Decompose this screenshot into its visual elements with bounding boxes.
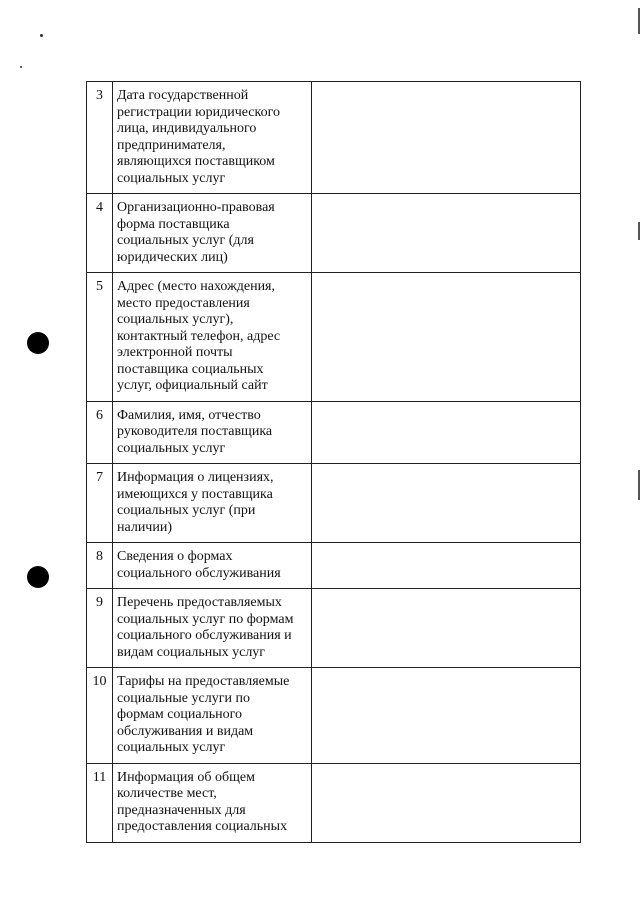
row-value-field[interactable] [312, 401, 581, 464]
row-number: 11 [87, 763, 113, 842]
row-number: 10 [87, 668, 113, 764]
description-line: руководителя поставщика [117, 424, 273, 439]
table-row [87, 543, 581, 589]
row-description [113, 543, 312, 589]
row-value-field[interactable] [312, 543, 581, 589]
description-line: видам социальных услуг [117, 644, 266, 660]
row-description [113, 589, 312, 668]
description-line: услуг, официальный сайт [117, 378, 268, 393]
description-line: регистрации юридического [117, 104, 281, 120]
row-number: 5 [87, 273, 113, 402]
description-line: обслуживания и видам [117, 723, 254, 739]
punch-hole-mark [27, 566, 49, 588]
description-line: социальных услуг (при [117, 503, 256, 518]
table-row [87, 82, 581, 194]
row-value-field[interactable] [312, 589, 581, 668]
row-value-field[interactable] [312, 668, 581, 764]
description-line: социальные услуги по [117, 690, 250, 706]
description-line: Тарифы на предоставляемые [117, 674, 290, 689]
description-line: социальных услуг [117, 740, 226, 755]
punch-hole-mark [27, 332, 49, 354]
row-description [113, 273, 312, 402]
description-line: предоставления социальных [117, 819, 288, 834]
description-line: социальных услуг (для [117, 233, 254, 248]
description-line: место предоставления [117, 295, 250, 311]
description-line: электронной почты [117, 345, 233, 360]
row-value-field[interactable] [312, 464, 581, 543]
table-row [87, 401, 581, 464]
row-description [113, 668, 312, 764]
description-line: Перечень предоставляемых [117, 595, 282, 610]
description-line: контактный телефон, адрес [117, 328, 281, 344]
description-line: Информация об общем [117, 769, 255, 785]
description-line: количестве мест, [117, 786, 217, 801]
row-value-field[interactable] [312, 763, 581, 842]
row-value-field[interactable] [312, 194, 581, 273]
row-number: 6 [87, 401, 113, 464]
provider-info-table [86, 81, 581, 843]
table-row [87, 464, 581, 543]
row-number: 7 [87, 464, 113, 543]
description-line: предназначенных для [117, 802, 246, 818]
row-description [113, 763, 312, 842]
description-line: юридических лиц) [117, 249, 228, 265]
description-line: предпринимателя, [117, 137, 226, 153]
description-line: имеющихся у поставщика [117, 486, 273, 502]
row-number: 3 [87, 82, 113, 194]
description-line: социальных услуг по формам [117, 611, 294, 627]
description-line: формам социального [117, 707, 242, 722]
row-number: 4 [87, 194, 113, 273]
table-row [87, 194, 581, 273]
description-line: Фамилия, имя, отчество [117, 407, 261, 423]
description-line: социальных услуг [117, 170, 226, 186]
description-line: являющихся поставщиком [117, 154, 275, 169]
row-description [113, 194, 312, 273]
description-line: Сведения о формах [117, 549, 233, 564]
table-row [87, 273, 581, 402]
description-line: Адрес (место нахождения, [117, 279, 275, 294]
table-row [87, 763, 581, 842]
description-line: Организационно-правовая [117, 200, 275, 215]
table-body [87, 82, 581, 843]
row-value-field[interactable] [312, 273, 581, 402]
row-description [113, 401, 312, 464]
description-line: наличии) [117, 519, 172, 535]
row-number: 9 [87, 589, 113, 668]
description-line: Информация о лицензиях, [117, 470, 274, 485]
row-description [113, 82, 312, 194]
description-line: форма поставщика [117, 216, 230, 232]
row-number: 8 [87, 543, 113, 589]
description-line: Дата государственной [117, 88, 249, 103]
description-line: социального обслуживания [117, 565, 281, 581]
table-row [87, 668, 581, 764]
row-description [113, 464, 312, 543]
scan-speck [40, 34, 43, 37]
description-line: лица, индивидуального [117, 121, 257, 136]
scan-speck [20, 66, 22, 68]
table-row [87, 589, 581, 668]
description-line: социального обслуживания и [117, 628, 292, 643]
row-value-field[interactable] [312, 82, 581, 194]
description-line: социальных услуг [117, 440, 226, 456]
description-line: поставщика социальных [117, 361, 264, 377]
description-line: социальных услуг), [117, 312, 234, 327]
